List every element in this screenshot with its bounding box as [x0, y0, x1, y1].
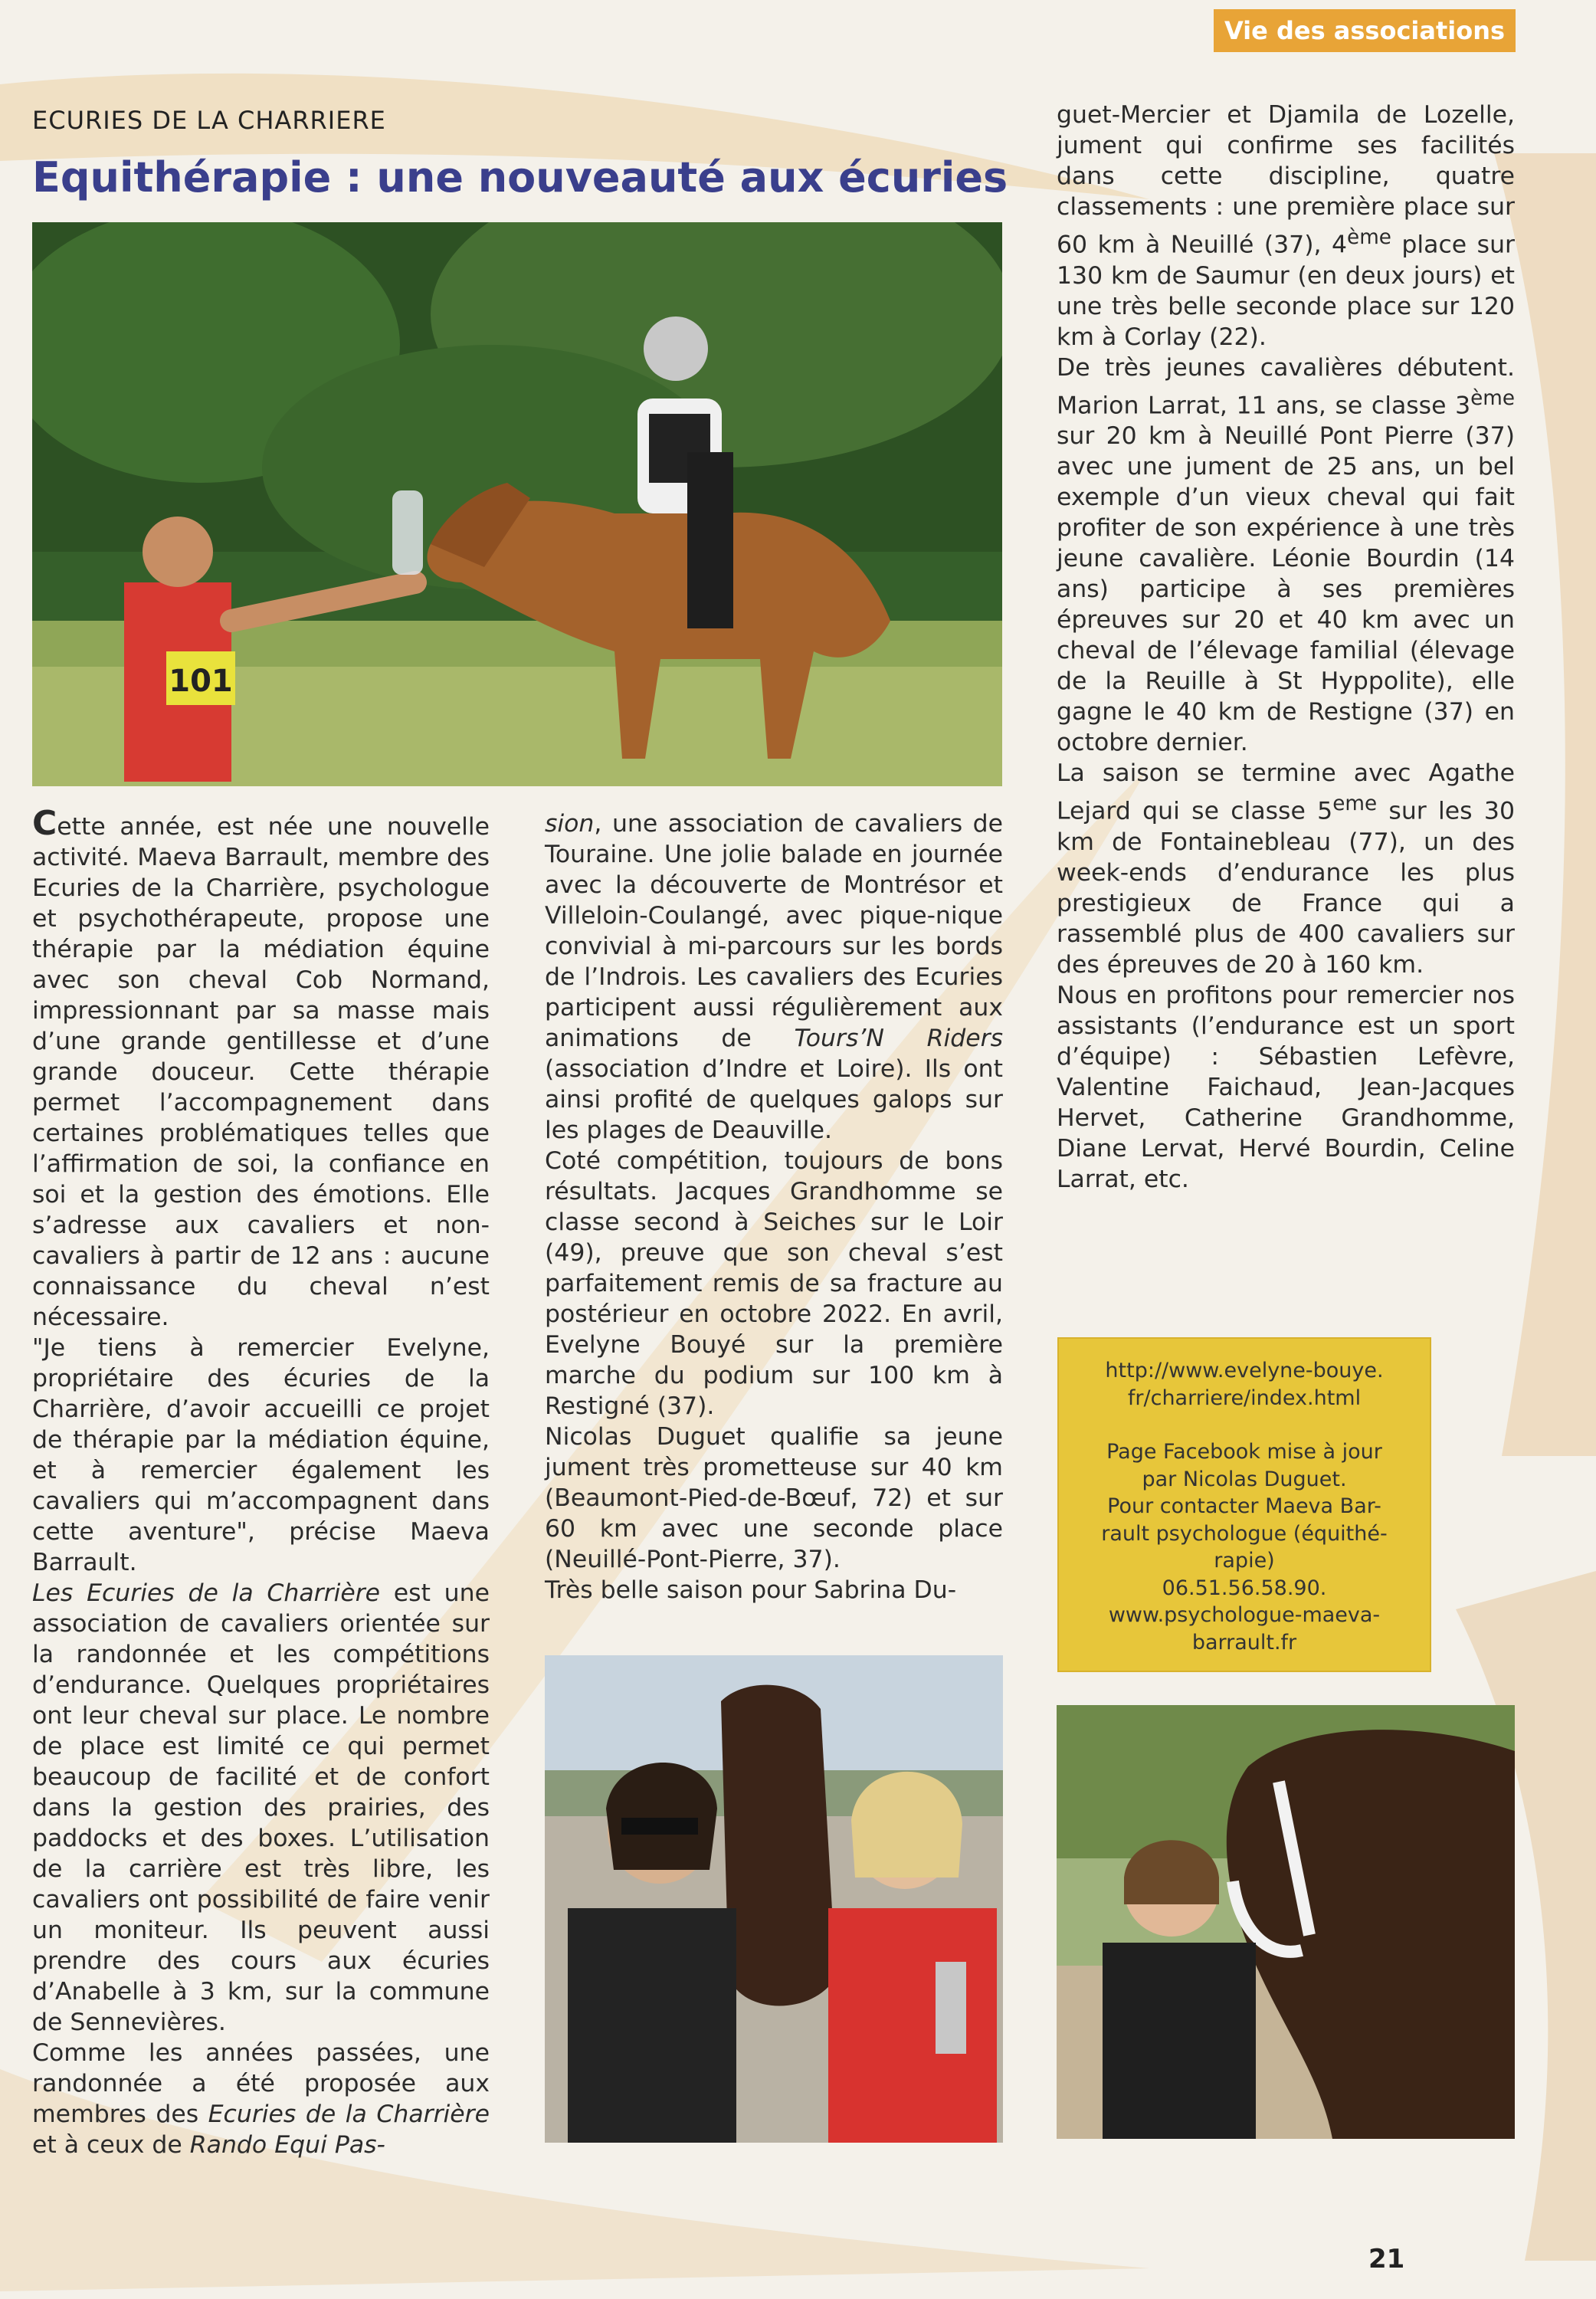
website-link[interactable]: fr/charriere/index.html	[1127, 1386, 1362, 1410]
paragraph	[32, 2038, 490, 2160]
paragraph: Coté compétition, toujours de bons résultats. Jacques Grandhomme se classe second à Seiches sur le Loir (49), preuve que son cheval s’est parfaitement remis de sa fracture au postérieur en octobre 2022. En avril, Evelyne Bouyé sur la première marche du podium sur 100 km à Restigné (37).	[545, 1147, 1003, 1420]
italic-text: Rando Equi Pas-	[189, 2131, 385, 2159]
superscript: eme	[1332, 792, 1378, 815]
paragraph-text: guet-Mercier et Djamila de Lozelle, jument qui confirme ses facilités dans cette discipline, quatre classements : une première place sur 60 km à Neuillé (37), 4	[1057, 101, 1515, 259]
info-text: par Nicolas Duguet.	[1142, 1467, 1347, 1491]
paragraph-text: sur 20 km à Neuillé Pont Pierre (37) avec une jument de 25 ans, un bel exemple d’un vieux cheval qui fait profiter de son expérience à une très jeune cavalière. Léonie Bourdin (14 ans) participe à ses premières épreuves sur 20 et 40 km avec un cheval de l’élevage familial (élevage de la Reuille à St Hyppolite), elle gagne le 40 km de Restigne (37) en octobre dernier.	[1057, 422, 1515, 756]
paragraph: Nicolas Duguet qualifie sa jeune jument très prometteuse sur 40 km (Beaumont-Pied-de-Bœuf, 72) et sur 60 km avec une seconde place (Neuillé-Pont-Pierre, 37).	[545, 1423, 1003, 1573]
paragraph-text: est une association de cavaliers orientée sur la randonnée et les compétitions d’endurance. Quelques propriétaires ont leur cheval sur place. Le nombre de place est limité ce qui permet beaucoup de facilité et de confort dans la gestion des prairies, des paddocks et des boxes. L’utilisation de la carrière est très libre, les cavaliers ont possibilité de faire venir un moniteur. Ils peuvent aussi prendre des cours aux écuries d’Anabelle à 3 km, sur la commune de Sennevières.	[32, 1579, 490, 2036]
italic-text: Ecuries de la Charrière	[208, 2101, 490, 2128]
paragraph: Très belle saison pour Sabrina Du-	[545, 1576, 957, 1604]
paragraph	[1057, 758, 1515, 980]
paragraph-text: Comme les années passées, une randonnée a été proposée aux membres des	[32, 2039, 490, 2128]
article-column-1	[32, 804, 490, 2160]
drop-cap: C	[32, 804, 57, 843]
paragraph: "Je tiens à remercier Evelyne, propriétaire des écuries de la Charrière, d’avoir accueilli ce projet de thérapie par la médiation équine, et à remercier également les cavaliers qui m’accompagnent dans cette aventure", précise Maeva Barrault.	[32, 1334, 490, 1576]
italic-text: Les Ecuries de la Charrière	[32, 1579, 381, 1607]
website-link[interactable]: http://www.evelyne-bouye.	[1105, 1359, 1384, 1382]
paragraph	[32, 804, 490, 1333]
paragraph: Nous en profitons pour remercier nos assistants (l’endurance est un sport d’équipe) : Sébastien Lefèvre, Valentine Faichaud, Jean-Jacques Hervet, Catherine Grandhomme, Diane Lervat, Hervé Bourdin, Celine Larrat, etc.	[1057, 981, 1515, 1193]
paragraph-text: place sur 130 km de Saumur (en deux jours) et une très belle seconde place sur 120 km à Corlay (22).	[1057, 231, 1515, 351]
paragraph	[545, 808, 1003, 1146]
info-text: rault psychologue (équithé-	[1101, 1521, 1388, 1546]
info-text: rapie)	[1214, 1549, 1275, 1573]
paragraph-text: De très jeunes cavalières débutent. Marion Larrat, 11 ans, se classe 3	[1057, 353, 1515, 419]
phone-number: 06.51.56.58.90.	[1162, 1576, 1327, 1600]
superscript: ème	[1347, 226, 1391, 249]
paragraph	[1057, 100, 1515, 353]
paragraph	[32, 1578, 490, 2038]
italic-text: Tours’N Riders	[794, 1025, 1003, 1052]
paragraph-text: , une association de cavaliers de Touraine. Une jolie balade en journée avec la découverte de Montrésor et Villeloin-Coulangé, avec pique-nique convivial à mi-parcours sur les bords de l’Indrois. Les cavaliers des Ecuries participent aussi régulièrement aux animations de	[545, 810, 1003, 1052]
paragraph-text: sur les 30 km de Fontainebleau (77), un des week-ends d’endurance les plus prestigieux de France qui a rassemblé plus de 400 cavaliers sur des épreuves de 20 à 160 km.	[1057, 797, 1515, 979]
article-kicker: ECURIES DE LA CHARRIERE	[32, 106, 386, 135]
info-text: Pour contacter Maeva Bar-	[1107, 1494, 1381, 1518]
page-number: 21	[1368, 2244, 1405, 2274]
endurance-rider-photo	[32, 222, 1002, 786]
paragraph-text: ette année, est née une nouvelle activité. Maeva Barrault, membre des Ecuries de la Charrière, psychologue et psychothérapeute, propose une thérapie par la médiation équine avec son cheval Cob Normand, impressionnant par sa masse mais d’une grande gentillesse et d’une grande douceur. Cette thérapie permet l’accompagnement dans certaines problématiques telles que l’affirmation de soi, la confiance en soi et la gestion des émotions. Elle s’adresse aux cavaliers et non-cavaliers à partir de 12 ans : aucune connaissance du cheval n’est nécessaire.	[32, 813, 490, 1331]
contact-info-box	[1057, 1337, 1431, 1672]
paragraph	[1057, 353, 1515, 759]
section-tag: Vie des associations	[1214, 9, 1516, 52]
paragraph-text: (association d’Indre et Loire). Ils ont ainsi profité de quelques galops sur les plages de Deauville.	[545, 1055, 1003, 1144]
italic-text: sion	[545, 810, 595, 838]
website-link[interactable]: www.psychologue-maeva-	[1108, 1603, 1381, 1627]
podium-riders-photo	[545, 1655, 1003, 2143]
paragraph-text: La saison se termine avec Agathe Lejard qui se classe 5	[1057, 759, 1515, 825]
website-link: barrault.fr	[1191, 1630, 1297, 1655]
superscript: ème	[1470, 386, 1515, 410]
info-text: Page Facebook mise à jour	[1106, 1440, 1382, 1464]
article-column-3	[1057, 100, 1515, 1195]
therapy-horse-photo	[1057, 1705, 1515, 2139]
article-headline: Equithérapie : une nouveauté aux écuries	[32, 153, 1008, 202]
bib-number-label: 101	[169, 664, 233, 699]
paragraph-text: et à ceux de	[32, 2131, 190, 2159]
article-column-2	[545, 808, 1003, 1605]
